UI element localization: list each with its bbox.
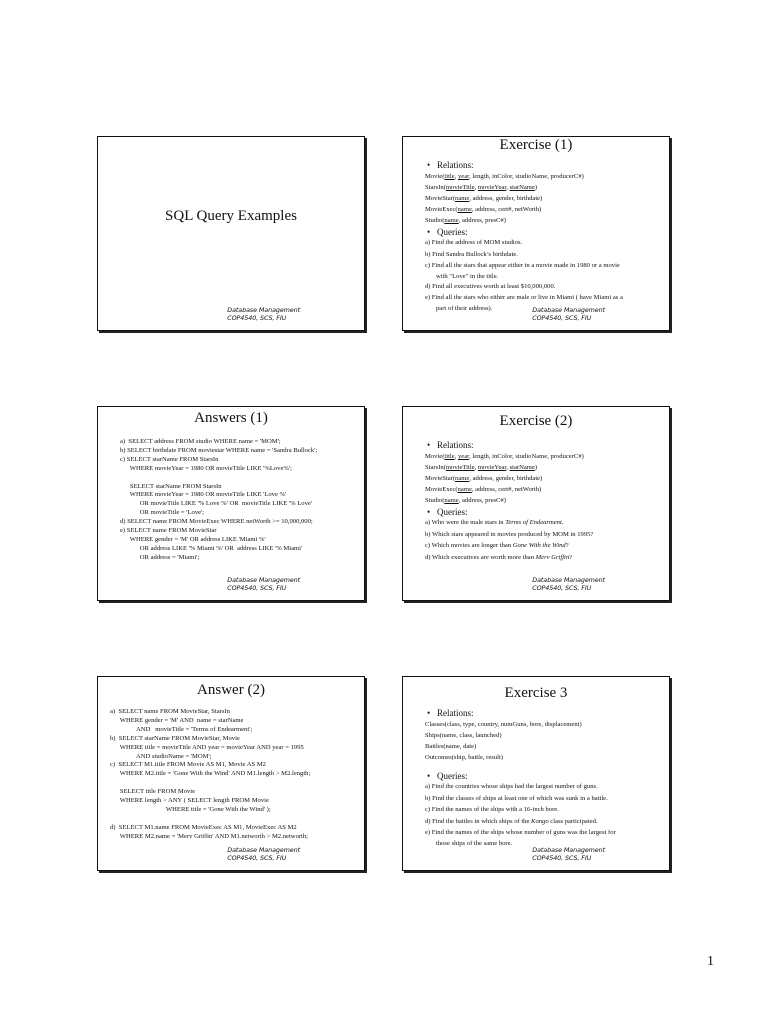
key-attribute: starName — [509, 184, 535, 191]
query-item — [425, 281, 665, 293]
answer-code-block — [120, 438, 362, 563]
query-text: c) Find all the stars that appear either in a movie made in 1980 or a movie — [425, 262, 620, 269]
key-attribute: name — [455, 475, 470, 482]
slide-footer: Database Management COP4540, SCS, FIU — [532, 306, 605, 322]
slide-5 — [97, 676, 365, 871]
query-text: e) Find the names of the ships whose number of guns was the largest for — [425, 829, 616, 836]
relation-schema — [425, 495, 665, 506]
key-attribute: year — [457, 173, 470, 180]
query-text: e) Find all the stars who either are male or live in Miami ( have Miami as a — [425, 294, 623, 301]
code-line: c) SELECT starName FROM StarsIn — [120, 455, 219, 463]
relations-list — [425, 719, 665, 763]
relations-heading: • Relations: — [425, 440, 665, 450]
relation-name: StarsIn( — [425, 464, 446, 471]
query-emphasis: Merv Griffin — [535, 553, 570, 561]
slide-title: SQL Query Examples — [165, 208, 297, 224]
relation-schema — [425, 204, 665, 215]
queries-heading: • Queries: — [425, 507, 665, 517]
code-line: SELECT starName FROM StarsIn — [120, 482, 222, 490]
code-line — [110, 815, 362, 824]
relation-attributes: , length, inColor, studioName, producerC#) — [469, 173, 584, 180]
relation-schema: Ships(name, class, launched) — [425, 732, 502, 739]
queries-heading: • Queries: — [425, 771, 665, 781]
query-text: a) Find the address of MOM studios. — [425, 239, 523, 246]
relation-schema — [425, 484, 665, 495]
relation-name: StarsIn( — [425, 184, 446, 191]
query-emphasis: Kongo — [531, 817, 549, 825]
slide-2 — [402, 136, 670, 331]
query-text: d) Find all executives worth at least $10,000,000. — [425, 282, 556, 290]
answer-code-block — [110, 708, 362, 842]
key-attribute: title — [444, 453, 455, 460]
key-attribute: name — [444, 497, 459, 504]
code-line — [110, 779, 362, 788]
query-text-end: ? — [569, 553, 573, 561]
query-text: d) Which executives are worth more than — [425, 553, 536, 561]
key-attribute: title — [444, 173, 455, 180]
relation-attributes: , length, inColor, studioName, producerC#) — [469, 453, 584, 460]
code-line: AND studioName = 'MOM'; — [110, 752, 212, 760]
query-item — [425, 540, 665, 552]
query-item — [425, 552, 665, 564]
relations-heading: • Relations: — [425, 708, 665, 718]
relation-attributes: , address, presC#) — [458, 217, 506, 224]
code-line: b) SELECT starName FROM MovieStar, Movie — [110, 734, 240, 742]
key-attribute: movieYear — [477, 464, 507, 471]
query-item — [425, 249, 665, 261]
query-item — [425, 237, 665, 249]
query-text: a) Find the countries whose ships had the largest number of guns. — [425, 783, 598, 790]
relations-heading: • Relations: — [425, 160, 665, 170]
relation-attributes: , address, gender, birthdate) — [469, 195, 543, 202]
relation-attributes: , address, presC#) — [458, 497, 506, 504]
code-line: b) SELECT birthdate FROM moviestar WHERE name = 'Sandra Bullock'; — [120, 446, 318, 454]
code-line: WHERE gender = 'M' AND name = starName — [110, 716, 244, 724]
code-line: OR movieTitle LIKE '% Love %' OR movieTitle LIKE '% Love' — [120, 500, 312, 508]
page-number: 1 — [707, 954, 714, 969]
query-text: a) Who were the male stars in — [425, 519, 506, 526]
query-text: b) Find Sandra Bullock’s birthdate. — [425, 250, 518, 258]
query-text-end: ? — [565, 542, 569, 549]
query-text: d) Find the battles in which ships of the — [425, 817, 532, 825]
query-text: c) Find the names of the ships with a 16-inch bore. — [425, 806, 559, 813]
slide-footer: Database Management COP4540, SCS, FIU — [532, 576, 605, 592]
relation-name: MovieStar( — [425, 195, 456, 202]
slide-footer: Database Management COP4540, SCS, FIU — [227, 576, 300, 592]
relation-schema — [425, 215, 665, 226]
relation-name: MovieStar( — [425, 475, 456, 482]
relation-schema: Outcomes(ship, battle, result) — [425, 754, 504, 761]
slide-6 — [402, 676, 670, 871]
code-line: WHERE gender = 'M' OR address LIKE 'Miami %' — [120, 535, 266, 543]
relation-name: MovieExec( — [425, 206, 458, 213]
slide-title: Answer (2) — [197, 682, 265, 698]
query-continuation: with "Love" in the title. — [436, 272, 499, 280]
relation-attributes: , address, cert#, netWorth) — [471, 486, 542, 493]
slide-footer: Database Management COP4540, SCS, FIU — [532, 846, 605, 862]
relation-name: Movie( — [425, 453, 445, 460]
code-line — [120, 474, 362, 483]
query-item — [425, 793, 665, 805]
code-line: AND movieTitle = 'Terms of Endearment'; — [110, 725, 253, 733]
query-emphasis: Gone With the Wind — [512, 542, 566, 549]
queries-list — [425, 781, 665, 848]
code-line: a) SELECT address FROM studio WHERE name = 'MOM'; — [120, 438, 281, 445]
code-line: WHERE M2.title = 'Gone With the Wind' AND M1.length > M2.length; — [110, 770, 311, 778]
key-attribute: year — [457, 453, 470, 460]
relation-name: Studio( — [425, 217, 445, 224]
query-text: b) Which stars appeared in movies produced by MOM in 1995? — [425, 530, 594, 538]
code-line: WHERE movieYear = 1980 OR movieTitle LIKE '%Love%'; — [120, 464, 292, 472]
relation-attributes: ) — [534, 184, 538, 191]
query-item — [425, 260, 665, 281]
query-text-end: . — [561, 519, 564, 526]
key-attribute: name — [444, 217, 459, 224]
relations-list — [425, 451, 665, 506]
slide-footer: Database Management COP4540, SCS, FIU — [227, 846, 300, 862]
slide-title: Exercise (2) — [499, 413, 573, 429]
code-line: d) SELECT name FROM MovieExec WHERE netWorth >= 10,000,000; — [120, 518, 313, 526]
query-text-end: class participated. — [548, 817, 598, 825]
relation-schema — [425, 473, 665, 484]
code-line: WHERE length > ANY ( SELECT length FROM Movie — [110, 797, 269, 805]
key-attribute: starName — [509, 464, 535, 471]
code-line: c) SELECT M1.title FROM Movie AS M1, Movie AS M2 — [110, 761, 266, 769]
relation-schema — [425, 193, 665, 204]
relation-name: Movie( — [425, 173, 445, 180]
relation-attributes: , address, gender, birthdate) — [469, 475, 543, 482]
slide-3 — [97, 406, 365, 601]
relation-schema: Movie(title, year, length, inColor, studioName, producerC#) — [425, 453, 584, 460]
code-line: OR movieTitle = 'Love'; — [120, 509, 205, 517]
code-line: WHERE M2.name = 'Merv Griffin' AND M1.networth > M2.networth; — [110, 832, 309, 840]
queries-list — [425, 237, 665, 313]
relation-schema: Classes(class, type, country, numGuns, bore, displacement) — [425, 721, 582, 728]
queries-list — [425, 517, 665, 563]
relation-schema: Movie(title, year, length, inColor, studioName, producerC#) — [425, 173, 584, 180]
key-attribute: name — [455, 195, 470, 202]
relation-schema: StarsIn(movieTitle, movieYear, starName) — [425, 184, 538, 191]
code-line: WHERE movieYear = 1980 OR movieTitle LIKE 'Love %' — [120, 491, 287, 499]
query-item — [425, 529, 665, 541]
query-item — [425, 781, 665, 793]
key-attribute: movieYear — [477, 184, 507, 191]
code-line: e) SELECT name FROM MovieStar — [120, 527, 217, 535]
query-continuation: part of their address). — [436, 304, 493, 312]
slide-4 — [402, 406, 670, 601]
queries-heading: • Queries: — [425, 227, 665, 237]
code-line: SELECT title FROM Movie — [110, 788, 196, 796]
query-continuation: those ships of the same bore. — [436, 839, 513, 847]
slide-1 — [97, 136, 365, 331]
slide-footer: Database Management COP4540, SCS, FIU — [227, 306, 300, 322]
relation-name: MovieExec( — [425, 486, 458, 493]
code-line: a) SELECT name FROM MovieStar, StarsIn — [110, 708, 230, 715]
query-item — [425, 827, 665, 848]
code-line: OR address = 'Miami'; — [120, 553, 200, 561]
slide-title: Exercise (1) — [499, 137, 573, 153]
relation-attributes: ) — [534, 464, 538, 471]
code-line: WHERE title = movieTitle AND year = movieYear AND year = 1995 — [110, 743, 304, 751]
query-item — [425, 816, 665, 828]
query-emphasis: Terms of Endearment — [505, 519, 562, 526]
code-line: d) SELECT M1.name FROM MovieExec AS M1, MovieExec AS M2 — [110, 823, 297, 831]
slide-title: Answers (1) — [194, 410, 268, 426]
relations-list — [425, 171, 665, 226]
query-text: c) Which movies are longer than — [425, 542, 513, 549]
relation-name: Studio( — [425, 497, 445, 504]
code-line: OR address LIKE '% Miami %' OR address LIKE '% Miami' — [120, 544, 303, 552]
key-attribute: name — [457, 206, 472, 213]
slide-title: Exercise 3 — [504, 685, 568, 701]
query-text: b) Find the classes of ships at least one of which was sunk in a battle. — [425, 794, 608, 802]
relation-attributes: , address, cert#, netWorth) — [471, 206, 542, 213]
relation-schema: Battles(name, date) — [425, 743, 477, 750]
key-attribute: name — [457, 486, 472, 493]
query-item — [425, 517, 665, 529]
relation-schema: StarsIn(movieTitle, movieYear, starName) — [425, 464, 538, 471]
query-item — [425, 804, 665, 816]
code-line: WHERE title = 'Gone With the Wind' ); — [110, 805, 271, 813]
key-attribute: movieTitle — [445, 464, 475, 471]
key-attribute: movieTitle — [445, 184, 475, 191]
